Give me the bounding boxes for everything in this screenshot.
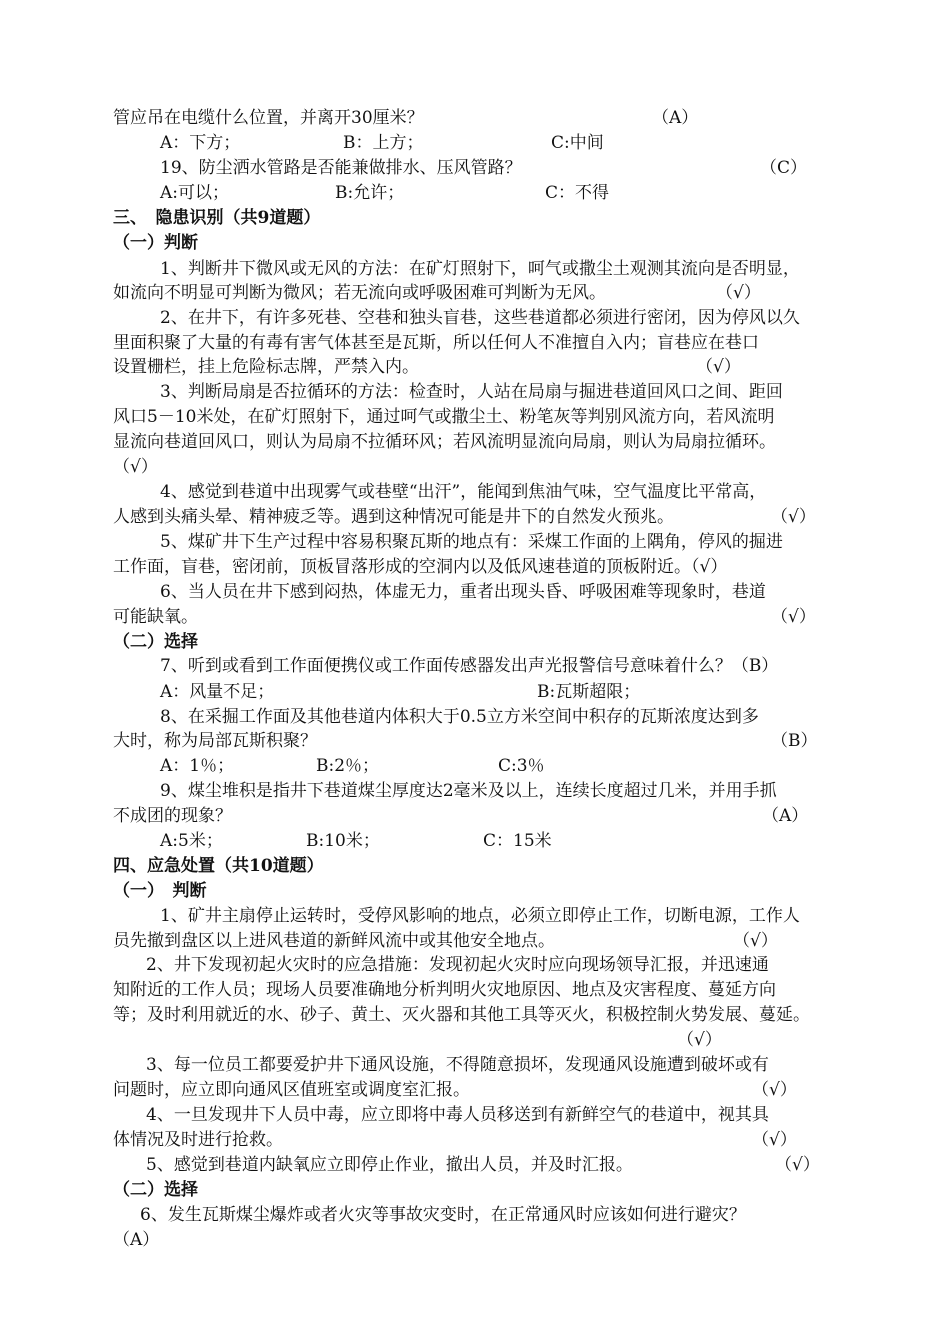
text-line: 8、在采掘工作面及其他巷道内体积大于0.5立方米空间中积存的瓦斯浓度达到多 [160,707,759,727]
text-line: 问题时，应立即向通风区值班室或调度室汇报。 [113,1080,470,1100]
text-line: 4、一旦发现井下人员中毒，应立即将中毒人员移送到有新鲜空气的巷道中，视其具 [146,1105,769,1125]
text-line: 5、感觉到巷道内缺氧应立即停止作业，撤出人员，并及时汇报。 [146,1155,633,1175]
answer-mark: （√） [771,507,816,527]
text-line: 如流向不明显可判断为微风；若无流向或呼吸困难可判断为无风。 [113,283,606,303]
text-line: 风口5－10米处，在矿灯照射下，通过呵气或撒尘土、粉笔灰等判别风流方向，若风流明 [113,407,775,427]
text-line: 大时，称为局部瓦斯积聚？ [113,731,317,751]
option-c: C：15米 [483,831,552,851]
text-line: 管应吊在电缆什么位置，并离开30厘米？ [113,108,424,128]
text-line: 2、井下发现初起火灾时的应急措施：发现初起火灾时应向现场领导汇报，并迅速通 [146,955,769,975]
subsection-heading: （二）选择 [113,1180,198,1200]
text-line: 里面积聚了大量的有毒有害气体甚至是瓦斯，所以任何人不准擅自入内；盲巷应在巷口 [113,333,759,353]
text-line: 体情况及时进行抢救。 [113,1130,283,1150]
option-c: C：不得 [545,183,610,203]
text-line: 等；及时利用就近的水、砂子、黄土、灭火器和其他工具等灭火，积极控制火势发展、蔓延。 [113,1005,810,1025]
text-line: 工作面，盲巷，密闭前，顶板冒落形成的空洞内以及低风速巷道的顶板附近。（√） [113,557,728,577]
answer-mark: （√） [752,1130,797,1150]
option-b: B：上方； [343,133,424,153]
subsection-heading: （一） 判断 [113,881,207,901]
answer-mark: （A） [113,1230,160,1250]
answer-mark: （√） [696,357,741,377]
text-line: 2、在井下，有许多死巷、空巷和独头盲巷，这些巷道都必须进行密闭，因为停风以久 [160,308,800,328]
text-line: 5、煤矿井下生产过程中容易积聚瓦斯的地点有：采煤工作面的上隅角，停风的掘进 [160,532,783,552]
section-heading: 三、 隐患识别（共9道题） [113,208,321,228]
option-b: B:瓦斯超限； [537,682,641,702]
subsection-heading: （二）选择 [113,632,198,652]
text-line: 知附近的工作人员；现场人员要准确地分析判明火灾地原因、地点及灾害程度、蔓延方向 [113,980,776,1000]
question-6: 6、发生瓦斯煤尘爆炸或者火灾等事故灾变时，在正常通风时应该如何进行避灾？ [140,1205,746,1225]
answer-mark: （C） [760,158,808,178]
text-line: 员先撤到盘区以上进风巷道的新鲜风流中或其他安全地点。 [113,931,555,951]
text-line: 6、当人员在井下感到闷热，体虚无力，重者出现头昏、呼吸困难等现象时，巷道 [160,582,766,602]
option-c: C:中间 [551,133,604,153]
subsection-heading: （一）判断 [113,233,198,253]
answer-mark: （√） [733,931,778,951]
option-b: B:10米； [306,831,380,851]
option-a: A:5米； [160,831,223,851]
option-a: A：下方； [160,133,241,153]
answer-mark: （√） [775,1155,820,1175]
text-line: 3、每一位员工都要爱护井下通风设施，不得随意损坏，发现通风设施遭到破坏或有 [146,1055,769,1075]
text-line: 3、判断局扇是否拉循环的方法：检查时，人站在局扇与掘进巷道回风口之间、距回 [160,382,783,402]
text-line: 4、感觉到巷道中出现雾气或巷壁“出汗”，能闻到焦油气味，空气温度比平常高， [160,482,767,502]
question-19: 19、防尘洒水管路是否能兼做排水、压风管路？ [160,158,522,178]
option-a: A：1％； [160,756,235,776]
answer-mark: （B） [771,731,818,751]
section-heading: 四、应急处置（共10道题） [113,856,324,876]
answer-mark: （√） [752,1080,797,1100]
option-a: A：风量不足； [160,682,275,702]
answer-mark: （√） [677,1030,722,1050]
text-line: 人感到头痛头晕、精神疲乏等。遇到这种情况可能是井下的自然发火预兆。 [113,507,674,527]
question-7: 7、听到或看到工作面便携仪或工作面传感器发出声光报警信号意味着什么？（B） [160,656,779,676]
text-line: 1、矿井主扇停止运转时，受停风影响的地点，必须立即停止工作，切断电源，工作人 [160,906,800,926]
answer-mark: （A） [652,108,699,128]
option-b: B:2％； [316,756,380,776]
text-line: 不成团的现象？ [113,806,232,826]
option-c: C:3％ [498,756,545,776]
answer-mark: （A） [762,806,809,826]
text-line: 显流向巷道回风口，则认为局扇不拉循环风；若风流明显流向局扇，则认为局扇拉循环。 [113,432,776,452]
answer-mark: （√） [771,607,816,627]
answer-mark: （√） [113,457,158,477]
text-line: 可能缺氧。 [113,607,198,627]
option-a: A:可以； [160,183,230,203]
text-line: 1、判断井下微风或无风的方法：在矿灯照射下，呵气或撒尘土观测其流向是否明显， [160,259,800,279]
text-line: 设置栅栏，挂上危险标志牌，严禁入内。 [113,357,419,377]
text-line: 9、煤尘堆积是指井下巷道煤尘厚度达2毫米及以上，连续长度超过几米，并用手抓 [160,781,777,801]
option-b: B:允许； [335,183,405,203]
answer-mark: （√） [716,283,761,303]
